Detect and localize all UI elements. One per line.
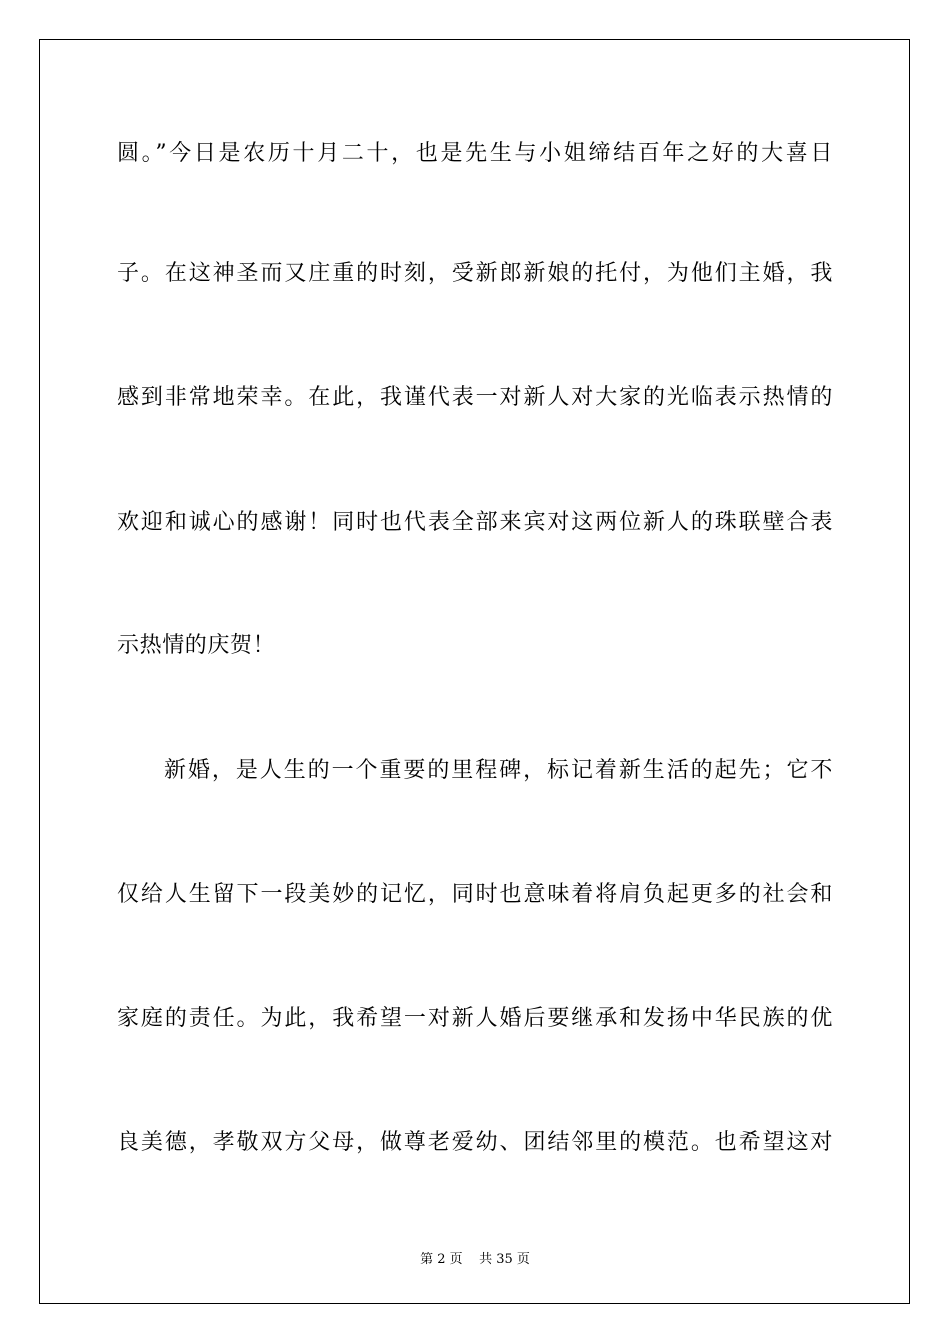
paragraph-line-4: 欢迎和诚心的感谢！同时也代表全部来宾对这两位新人的珠联壁合表: [117, 510, 833, 535]
paragraph-line-5: 示热情的庆贺！: [117, 633, 276, 658]
paragraph-line-2: 子。在这神圣而又庄重的时刻，受新郎新娘的托付，为他们主婚，我: [117, 261, 833, 286]
paragraph-line-6: 新婚，是人生的一个重要的里程碑，标记着新生活的起先；它不: [164, 758, 833, 783]
paragraph-line-3: 感到非常地荣幸。在此，我谨代表一对新人对大家的光临表示热情的: [117, 385, 833, 410]
page-number-footer: 第 2 页 共 35 页: [420, 1252, 530, 1267]
paragraph-line-8: 家庭的责任。为此，我希望一对新人婚后要继承和发扬中华民族的优: [117, 1006, 833, 1031]
paragraph-line-1: 圆。”今日是农历十月二十，也是先生与小姐缔结百年之好的大喜日: [117, 141, 833, 166]
paragraph-line-7: 仅给人生留下一段美妙的记忆，同时也意味着将肩负起更多的社会和: [117, 882, 833, 907]
paragraph-line-9: 良美德，孝敬双方父母，做尊老爱幼、团结邻里的模范。也希望这对: [117, 1130, 833, 1155]
page-border: [39, 39, 910, 1304]
